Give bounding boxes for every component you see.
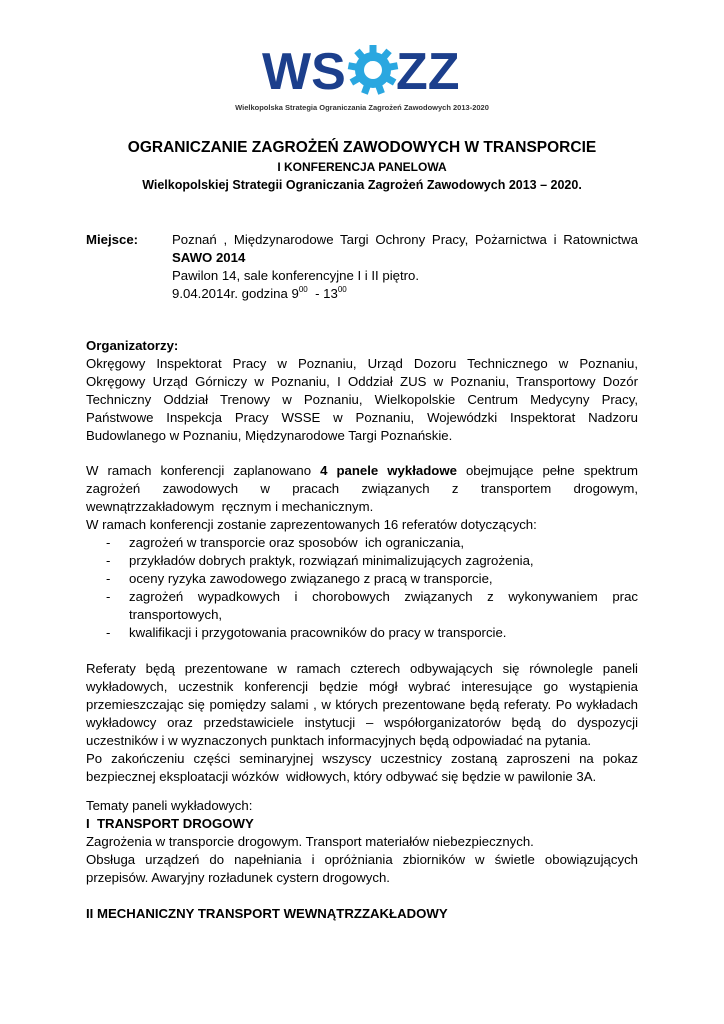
list-item <box>86 624 638 642</box>
referaty-section <box>86 660 638 786</box>
intro-line: W ramach konferencji zostanie zaprezentowanych 16 referatów dotyczących: <box>86 517 537 532</box>
list-item-continuation <box>86 606 638 624</box>
place-venue: Poznań , Międzynarodowe Targi Ochrony Pracy, Pożarnictwa i Ratownictwa <box>172 232 638 247</box>
list-item-text: oceny ryzyka zawodowego związanego z pracą w transporcie, <box>129 571 493 586</box>
list-item-text: przykładów dobrych praktyk, rozwiązań minimalizujących zagrożenia, <box>129 553 534 568</box>
page-subtitle: I KONFERENCJA PANELOWA <box>277 160 447 174</box>
panel-1-line: Obsługa urządzeń do napełniania i opróżniania zbiorników w świetle obowiązujących <box>86 852 638 867</box>
organizers-section <box>86 337 638 445</box>
paragraph-line: Po zakończeniu części seminaryjnej wszyscy uczestnicy zostaną zaproszeni na pokaz <box>86 751 638 766</box>
wsozz-logo <box>0 44 724 119</box>
panels-intro: Tematy paneli wykładowych: <box>86 798 253 813</box>
panel-1-line: przepisów. Awaryjny rozładunek cystern drogowych. <box>86 870 390 885</box>
dash-bullet: - <box>106 535 111 550</box>
paragraph-line: Referaty będą prezentowane w ramach czterech odbywających się równolegle paneli <box>86 661 638 676</box>
time-start-minutes: 00 <box>298 285 308 294</box>
logo-text-right: ZZ <box>396 44 460 96</box>
list-item-text: transportowych, <box>129 607 223 622</box>
intro-text: obejmujące pełne spektrum <box>456 463 638 478</box>
panel-count: 4 panele wykładowe <box>320 463 457 478</box>
organizers-line: Okręgowy Inspektorat Pracy w Poznaniu, Urząd Dozoru Technicznego w Poznaniu, <box>86 356 638 371</box>
panel-2-title: II MECHANICZNY TRANSPORT WEWNĄTRZZAKŁADOWY <box>86 906 448 921</box>
list-item-text: zagrożeń w transporcie oraz sposobów ich ograniczania, <box>129 535 464 550</box>
organizers-line: Okręgowy Urząd Górniczy w Poznaniu, I Oddział ZUS w Poznaniu, Transportowy Dozór <box>86 374 638 389</box>
list-item <box>86 534 638 552</box>
organizers-line: Techniczny Oddział Trenowy w Poznaniu, Wielkopolskie Centrum Medycyny Pracy, <box>86 392 638 407</box>
intro-line: zagrożeń zawodowych w pracach związanych z transportem drogowym, <box>86 481 638 496</box>
panel-1-line: Zagrożenia w transporcie drogowym. Transport materiałów niebezpiecznych. <box>86 834 534 849</box>
time-end-minutes: 00 <box>337 285 347 294</box>
list-item-text: kwalifikacji i przygotowania pracowników do pracy w transporcie. <box>129 625 507 640</box>
organizers-label: Organizatorzy: <box>86 338 179 353</box>
time-separator: - 13 <box>307 286 338 301</box>
list-item <box>86 570 638 588</box>
list-item <box>86 552 638 570</box>
dash-bullet: - <box>106 589 111 604</box>
place-hall: Pawilon 14, sale konferencyjne I i II piętro. <box>172 268 420 283</box>
title-block <box>0 138 724 195</box>
intro-line: wewnątrzzakładowym ręcznym i mechanicznym. <box>86 499 374 514</box>
intro-line <box>86 462 638 480</box>
dash-bullet: - <box>106 625 111 640</box>
place-event: SAWO 2014 <box>172 250 246 265</box>
paragraph-line: uczestników i w wyznaczonych punktach informacyjnych będą odpowiadać na pytania. <box>86 733 592 748</box>
organizers-line: Budowlanego w Poznaniu, Międzynarodowe Targi Poznańskie. <box>86 428 453 443</box>
date-text: 9.04.2014r. godzina 9 <box>172 286 299 301</box>
place-date <box>172 285 638 303</box>
dash-bullet: - <box>106 553 111 568</box>
wsozz-logo-mark <box>262 44 462 96</box>
intro-section <box>86 462 638 534</box>
panel-1-title: I TRANSPORT DROGOWY <box>86 816 254 831</box>
intro-text: W ramach konferencji zaplanowano <box>86 463 321 478</box>
panels-section <box>86 797 638 887</box>
place-details <box>172 231 638 303</box>
list-item-text: zagrożeń wypadkowych i chorobowych związanych z wykonywaniem prac <box>129 589 638 604</box>
paragraph-line: przemieszczając się pomiędzy salami , w których prezentowane będą referaty. Po wykładach <box>86 697 638 712</box>
paragraph-line: bezpiecznej eksploatacji wózków widłowych, który odbywać się będzie w pawilonie 3A. <box>86 769 597 784</box>
paragraph-line: wykładowcy oraz przedstawiciele instytucji – współorganizatorów będą do dyspozycji <box>86 715 638 730</box>
strategy-line: Wielkopolskiej Strategii Ograniczania Zagrożeń Zawodowych 2013 – 2020. <box>142 178 582 192</box>
dash-bullet: - <box>106 571 111 586</box>
paragraph-line: wykładowych, uczestnik konferencji będzie mógł wybrać interesujące go wystąpienia <box>86 679 638 694</box>
organizers-line: Państwowe Inspekcja Pracy WSSE w Poznaniu, Wojewódzki Inspektorat Nadzoru <box>86 410 638 425</box>
list-item <box>86 588 638 606</box>
topics-list <box>86 534 638 642</box>
place-label: Miejsce: <box>86 232 139 247</box>
page-title: OGRANICZANIE ZAGROŻEŃ ZAWODOWYCH W TRANSPORCIE <box>127 139 597 156</box>
logo-text-left: WS <box>262 44 346 96</box>
logo-tagline: Wielkopolska Strategia Ograniczania Zagrożeń Zawodowych 2013-2020 <box>235 103 489 112</box>
gear-icon <box>348 45 398 95</box>
